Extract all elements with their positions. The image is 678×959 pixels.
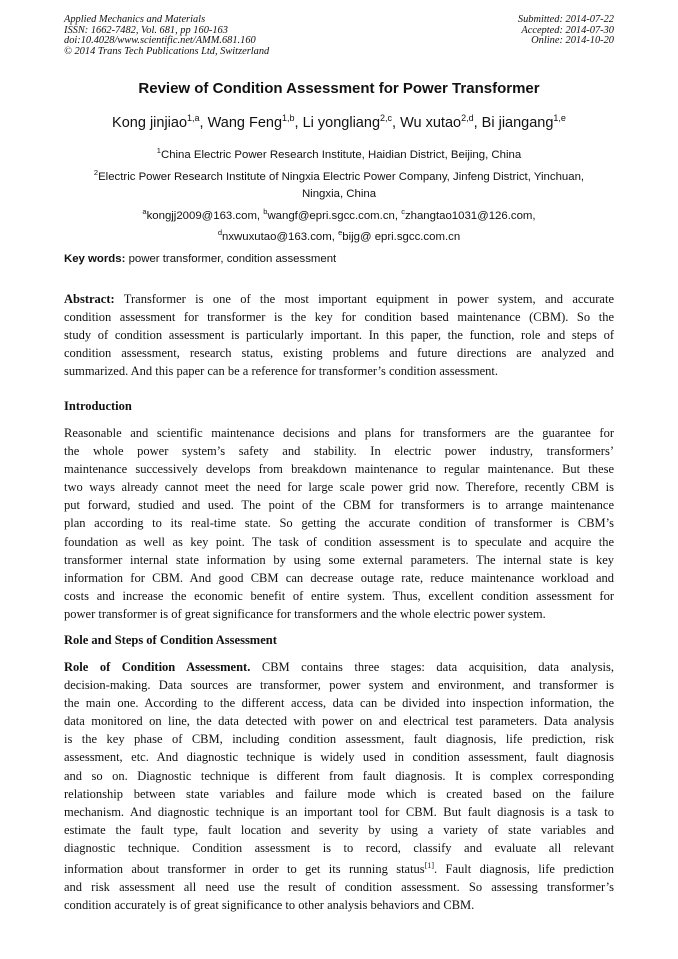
paragraph-line: and risk assessment all need use the result of condition assessment. So assessing transformer’s <box>64 880 614 895</box>
affiliation-text: Electric Power Research Institute of Ningxia Electric Power Company, Jinfeng District, Yinchuan, <box>98 170 585 183</box>
abstract-line <box>64 290 614 308</box>
email-text: zhangtao1031@126.com, <box>404 209 536 222</box>
journal-info <box>64 15 269 58</box>
paragraph-line: decision-making. Data sources are transformer, power system and environment, and transformer is <box>64 678 614 693</box>
affiliation-2 <box>64 164 614 186</box>
author-name: Bi jiangang <box>481 114 554 131</box>
online-date: Online: 2014-10-20 <box>531 35 614 47</box>
email-text: kongjj2009@163.com, <box>146 209 264 222</box>
run-in-heading: Role of Condition Assessment. <box>64 660 251 674</box>
paragraph-line: maintenance successively develops from breakdown maintenance to regular maintenance. But these <box>64 462 614 477</box>
author-name: Wu xutao <box>400 114 462 131</box>
paragraph-line: and so on. Diagnostic technique is different from fault diagnosis. It is complex corresponding <box>64 768 614 783</box>
keywords-label: Key words: <box>64 253 126 265</box>
paper-title: Review of Condition Assessment for Power Transformer <box>138 80 540 97</box>
journal-issn: ISSN: 1662-7482, Vol. 681, pp 160-163 <box>64 24 228 36</box>
paragraph-line: data monitored on line, the data detected with power on and electrical test parameters. Data analysis <box>64 714 614 729</box>
affiliation-text: China Electric Power Research Institute, Haidian District, Beijing, China <box>160 148 522 161</box>
submitted-date: Submitted: 2014-07-22 <box>517 14 614 25</box>
paragraph-line: put forward, studied and used. The point of the CBM for transformers is to arrange maintenance <box>64 498 614 513</box>
paragraph-line: assessment, etc. And diagnostic technique is widely used in condition assessment, fault diagnosis <box>64 750 614 765</box>
paragraph-line: the main one. According to the different access, data can be divided into inspection information, the <box>64 696 614 711</box>
paragraph-line: plan according to its real-time state. So getting the accurate condition of transformer is CBM’s <box>64 516 614 531</box>
paragraph-line: is the key phase of CBM, including condition assessment, fault diagnosis, life prediction, risk <box>64 732 614 747</box>
affiliation-1 <box>64 142 614 164</box>
author-name: Li yongliang <box>302 114 381 131</box>
email-sup: b <box>263 206 268 216</box>
introduction-paragraph <box>64 424 614 623</box>
affiliation-2-cont: Ningxia, China <box>301 187 377 200</box>
author-name: Kong jinjiao <box>112 114 188 131</box>
paragraph-line: the whole power system’s safety and stability. In electric power industry, transformers’ <box>64 444 614 459</box>
author-list <box>0 113 678 131</box>
email-text: bijg@ epri.sgcc.com.cn <box>342 231 461 244</box>
paragraph-line: estimate the fault type, fault location and severity by using a variety of state variables and <box>64 822 614 837</box>
paragraph-line: relationship between state variables and failure mode which is created based on the failure <box>64 786 614 801</box>
paragraph-line: Reasonable and scientific maintenance decisions and plans for transformers are the guarantee for <box>64 426 614 440</box>
paragraph-line: transformer internal state information by using some external parameters. The internal state is key <box>64 552 614 567</box>
journal-name: Applied Mechanics and Materials <box>64 14 206 25</box>
paragraph-line: power transformer is of great significance for transformers and the whole electric power system. <box>64 606 546 621</box>
email-line-2 <box>64 224 614 246</box>
author-sep: , <box>473 114 482 131</box>
role-steps-heading: Role and Steps of Condition Assessment <box>64 633 277 647</box>
paragraph-line: costs and increase the economic benefit of entire system. Thus, excellent condition assessment for <box>64 588 614 603</box>
paragraph-line: information for CBM. And good CBM can decrease outage rate, reduce maintenance workload and <box>64 570 614 585</box>
accepted-date: Accepted: 2014-07-30 <box>521 24 614 36</box>
abstract-line: condition assessment for transformer is the key for condition based maintenance (CBM). So the <box>64 310 614 325</box>
author-name: Wang Feng <box>207 114 283 131</box>
paragraph-line: diagnostic technique. Condition assessment is to record, classify and evaluate all relevant <box>64 840 614 855</box>
paragraph-line-text: CBM contains three stages: data acquisition, data analysis, <box>250 660 614 674</box>
submission-dates <box>518 15 614 47</box>
paragraph-line <box>64 658 614 676</box>
affiliation-sup: 2 <box>93 167 99 177</box>
email-sup: d <box>217 228 223 238</box>
cite-line-after: . Fault diagnosis, life prediction <box>434 862 614 877</box>
paragraph-line: mechanism. And diagnostic technique is an important tool for CBM. But fault diagnosis is a task to <box>64 804 614 819</box>
author-sup: 1,b <box>282 113 295 123</box>
abstract-line-text: Transformer is one of the most important equipment in power system, and accurate <box>114 292 614 306</box>
affiliations <box>64 142 614 246</box>
paragraph-line <box>64 857 614 878</box>
abstract-line: summarized. And this paper can be a reference for transformer’s condition assessment. <box>64 364 498 379</box>
journal-copyright: © 2014 Trans Tech Publications Ltd, Switzerland <box>64 46 270 58</box>
author-sep: , <box>392 114 401 131</box>
keywords-text: power transformer, condition assessment <box>125 253 337 265</box>
email-line-1 <box>64 203 614 225</box>
role-paragraph <box>64 658 614 914</box>
author-sup: 1,e <box>553 113 566 123</box>
citation-ref[interactable]: [1] <box>424 861 435 871</box>
paragraph-line: condition accurately is of great significance to other analysis behaviors and CBM. <box>64 898 475 913</box>
abstract-line: condition assessment, research status, existing problems and future directions are analyzed and <box>64 346 614 361</box>
email-sup: e <box>338 228 343 238</box>
paragraph-line: two ways already cannot meet the need for large scale power grid now. Therefore, recently CBM is <box>64 480 614 495</box>
email-sup: a <box>142 206 147 216</box>
cite-line-before: information about transformer in order to get its running status <box>64 862 425 877</box>
introduction-heading: Introduction <box>64 399 132 413</box>
abstract <box>64 290 614 380</box>
author-sup: 1,a <box>187 113 200 123</box>
email-text: nxwuxutao@163.com, <box>222 231 339 244</box>
author-sep: , <box>294 114 303 131</box>
email-text: wangf@epri.sgcc.com.cn, <box>267 209 402 222</box>
author-sup: 2,c <box>380 113 393 123</box>
affiliation-sup: 1 <box>156 146 161 155</box>
author-sup: 2,d <box>461 113 474 123</box>
author-sep: , <box>199 114 208 131</box>
email-sup: c <box>401 206 405 216</box>
abstract-line: study of condition assessment is particularly important. In this paper, the function, role and steps of <box>64 328 614 343</box>
paragraph-line: foundation as well as key point. The task of condition assessment is to speculate and acquire the <box>64 534 614 549</box>
keywords <box>64 253 336 265</box>
abstract-label: Abstract: <box>64 292 115 306</box>
journal-doi: doi:10.4028/www.scientific.net/AMM.681.160 <box>64 35 256 47</box>
